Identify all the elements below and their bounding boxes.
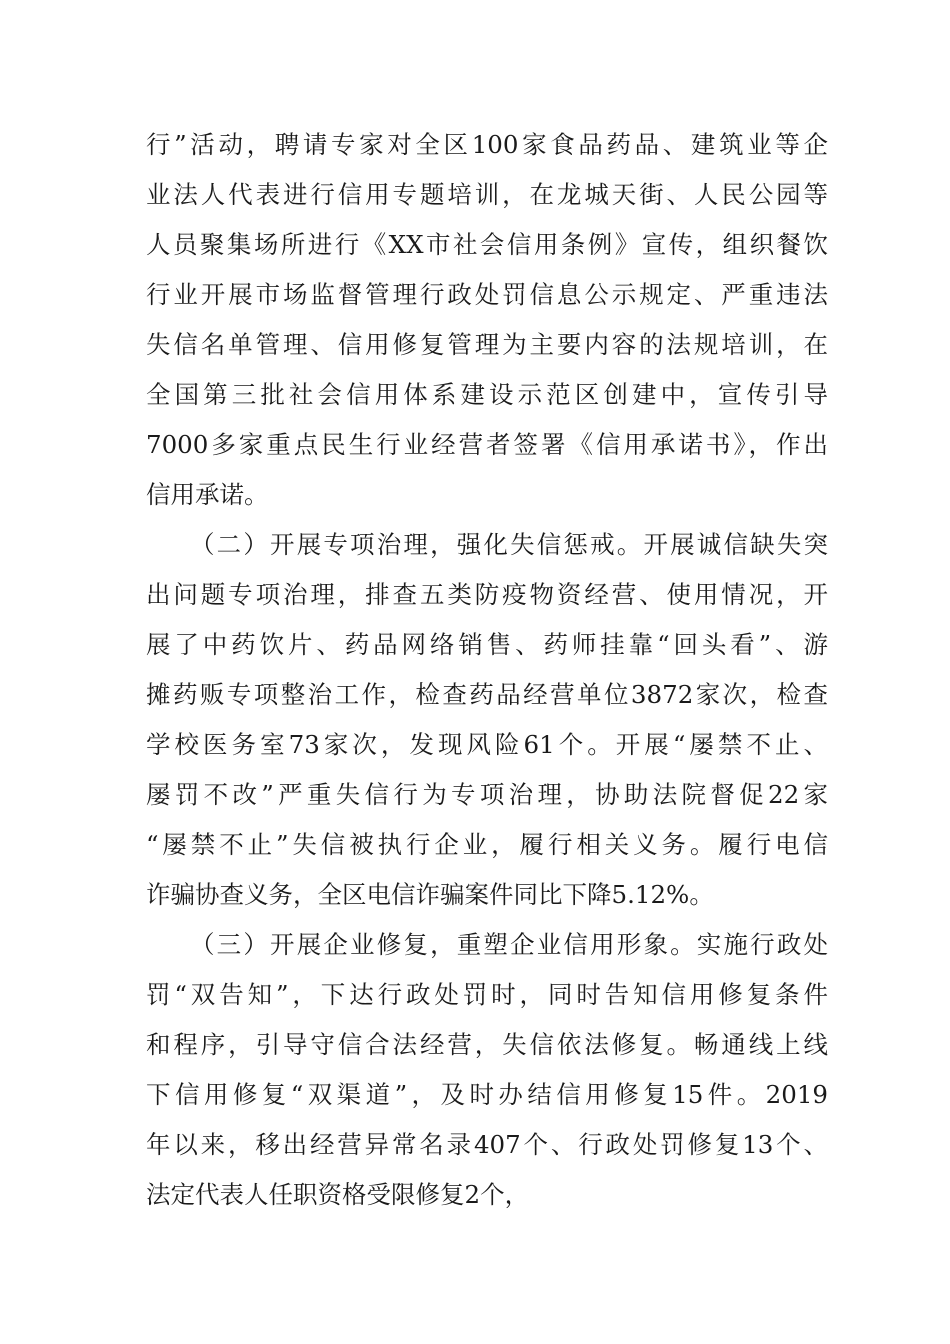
text-line: 下信用修复“双渠道”，及时办结信用修复15件。2019 xyxy=(146,1080,828,1109)
document-body xyxy=(146,120,828,1220)
paragraph-heading-line: （二）开展专项治理，强化失信惩戒。开展诚信缺失突 xyxy=(190,530,828,559)
text-line: 展了中药饮片、药品网络销售、药师挂靠“回头看”、游 xyxy=(146,630,828,659)
text-line: 摊药贩专项整治工作，检查药品经营单位3872家次，检查 xyxy=(146,680,828,709)
text-line: 出问题专项治理，排查五类防疫物资经营、使用情况，开 xyxy=(146,580,828,609)
text-line: 法定代表人任职资格受限修复2个， xyxy=(146,1180,530,1209)
text-line: 罚“双告知”，下达行政处罚时，同时告知信用修复条件 xyxy=(146,980,828,1009)
text-line: 行”活动，聘请专家对全区100家食品药品、建筑业等企 xyxy=(146,130,828,159)
text-line: 和程序，引导守信合法经营，失信依法修复。畅通线上线 xyxy=(146,1030,828,1059)
text-line: 学校医务室73家次，发现风险61个。开展“屡禁不止、 xyxy=(146,730,828,759)
text-line: “屡禁不止”失信被执行企业，履行相关义务。履行电信 xyxy=(146,830,828,859)
text-line: 全国第三批社会信用体系建设示范区创建中，宣传引导 xyxy=(146,380,828,409)
text-line: 人员聚集场所进行《XX市社会信用条例》宣传，组织餐饮 xyxy=(146,230,828,259)
text-line: 7000多家重点民生行业经营者签署《信用承诺书》，作出 xyxy=(146,430,828,459)
text-line: 业法人代表进行信用专题培训，在龙城天街、人民公园等 xyxy=(146,180,828,209)
paragraph-heading-line: （三）开展企业修复，重塑企业信用形象。实施行政处 xyxy=(190,930,828,959)
text-line: 年以来，移出经营异常名录407个、行政处罚修复13个、 xyxy=(146,1130,828,1159)
text-line: 屡罚不改”严重失信行为专项治理，协助法院督促22家 xyxy=(146,780,828,809)
text-line: 信用承诺。 xyxy=(146,480,269,509)
text-line: 行业开展市场监督管理行政处罚信息公示规定、严重违法 xyxy=(146,280,828,309)
text-line: 诈骗协查义务，全区电信诈骗案件同比下降5.12%。 xyxy=(146,880,714,909)
text-line: 失信名单管理、信用修复管理为主要内容的法规培训，在 xyxy=(146,330,828,359)
